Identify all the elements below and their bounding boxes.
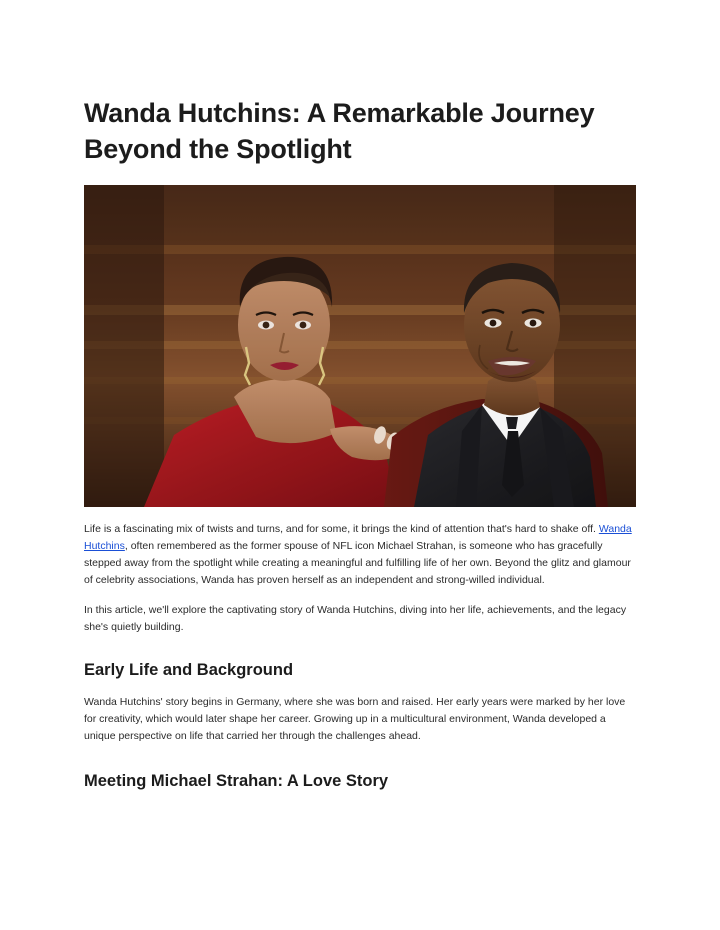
wanda-hutchins-link[interactable]: Wanda Hutchins bbox=[84, 523, 632, 553]
intro-paragraph bbox=[84, 521, 636, 589]
document-content bbox=[84, 96, 636, 912]
early-life-paragraph: Wanda Hutchins' story begins in Germany, where she was born and raised. Her early years were marked by her love for creativity, which would later shape her career. Growing up in a multicultural environment, Wanda developed a unique perspective on life that carried her through the challenges ahead. bbox=[84, 695, 626, 742]
intro-text-lead: Life is a fascinating mix of twists and turns, and for some, it brings the kind of attention that's hard to shake off. bbox=[84, 523, 599, 536]
section-heading-meeting-michael-strahan: Meeting Michael Strahan: A Love Story bbox=[84, 771, 389, 790]
intro-text-rest: , often remembered as the former spouse of NFL icon Michael Strahan, is someone who has gracefully stepped away from the spotlight while creating a meaningful and fulfilling life of her own. Beyond the glitz and glamour of celebrity associations, Wanda has proven herself as an independent and strong-willed individual. bbox=[84, 540, 631, 587]
article-hero-image bbox=[84, 185, 636, 507]
section-heading-early-life: Early Life and Background bbox=[84, 661, 294, 680]
article-overview-paragraph: In this article, we'll explore the captivating story of Wanda Hutchins, diving into her life, achievements, and the legacy she's quietly building. bbox=[84, 604, 627, 634]
page-title: Wanda Hutchins: A Remarkable Journey Beyond the Spotlight bbox=[84, 98, 595, 164]
hero-photo-illustration bbox=[84, 185, 636, 507]
page-bottom-spacer bbox=[84, 792, 636, 912]
